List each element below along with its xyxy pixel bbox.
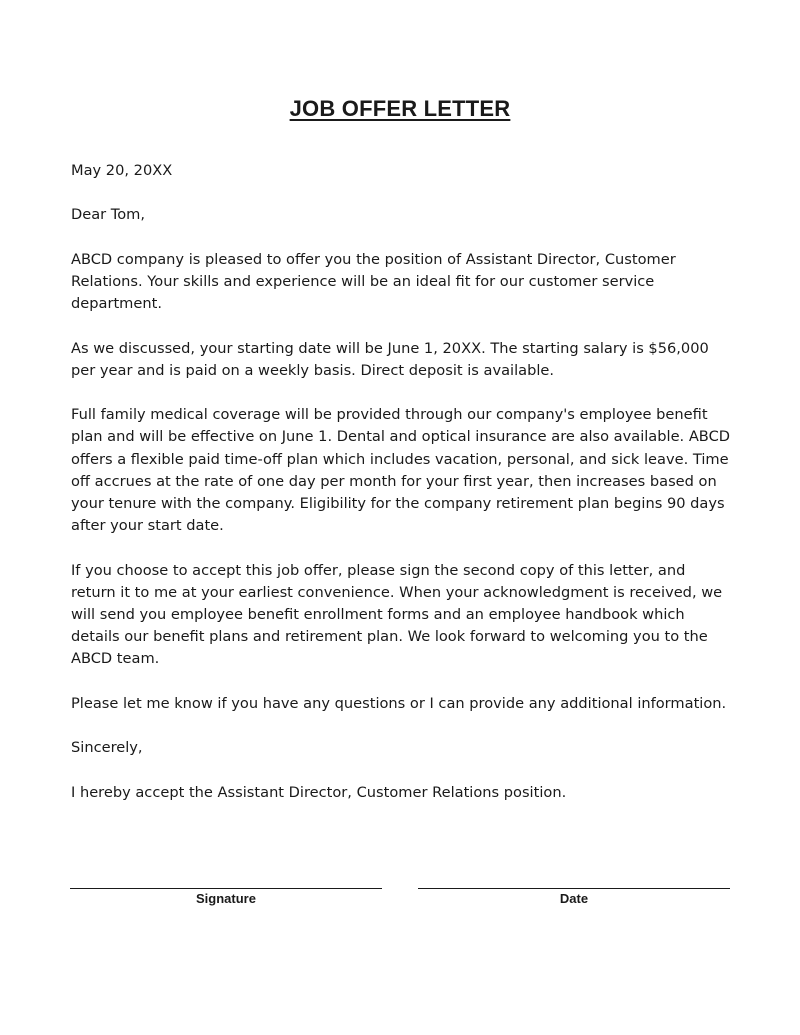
paragraph-acceptance-instructions: If you choose to accept this job offer, please sign the second copy of this letter, and return it to me at your earliest convenience. When your acknowledgment is received, we will send you employee benefit enrollment forms and an employee handbook which details our benefit plans and retirement plan. We look forward to welcoming you to the ABCD team. — [71, 561, 723, 668]
signature-label: Signature — [196, 891, 256, 906]
acceptance-statement: I hereby accept the Assistant Director, Customer Relations position. — [71, 783, 567, 801]
salutation: Dear Tom, — [71, 206, 146, 224]
signature-block — [70, 888, 382, 907]
date-label: Date — [559, 891, 589, 906]
closing: Sincerely, — [71, 739, 143, 757]
page-title: JOB OFFER LETTER — [289, 96, 511, 121]
date-line — [418, 888, 730, 889]
letter-date: May 20, 20XX — [71, 162, 173, 179]
paragraph-offer: ABCD company is pleased to offer you the position of Assistant Director, Customer Relations. Your skills and experience will be an ideal fit for our customer service department. — [71, 250, 676, 313]
paragraph-salary: As we discussed, your starting date will be June 1, 20XX. The starting salary is $56,000 per year and is paid on a weekly basis. Direct deposit is available. — [71, 339, 709, 379]
date-block — [418, 888, 730, 907]
signature-line — [70, 888, 382, 889]
paragraph-questions: Please let me know if you have any questions or I can provide any additional information. — [71, 694, 727, 712]
paragraph-benefits: Full family medical coverage will be provided through our company's employee benefit plan and will be effective on June 1. Dental and optical insurance are also available. ABCD offers a flexible paid time-off plan which includes vacation, personal, and sick leave. Time off accrues at the rate of one day per month for your first year, then increases based on your tenure with the company. Eligibility for the company retirement plan begins 90 days after your start date. — [71, 406, 730, 535]
letter-body — [71, 160, 731, 826]
